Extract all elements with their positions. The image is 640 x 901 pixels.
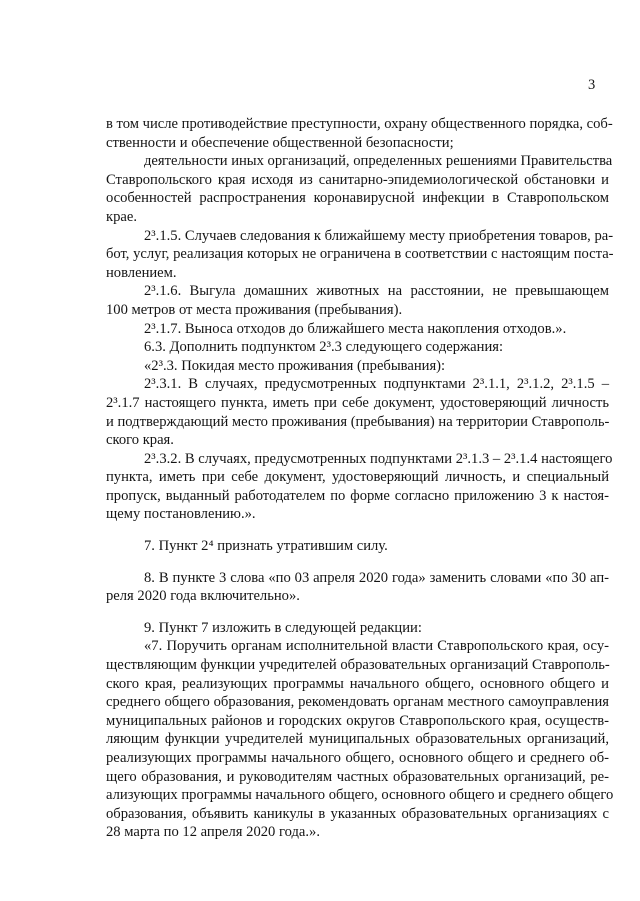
text-line: крае.	[106, 208, 137, 225]
paragraph-spacer	[106, 556, 609, 569]
text-line: 7. Пункт 2⁴ признать утратившим силу.	[144, 538, 388, 555]
text-line: среднего общего образования, рекомендовать органам местного самоуправления	[106, 694, 609, 711]
text-line: 2³.1.6. Выгула домашних животных на расстоянии, не превышающем	[144, 283, 609, 300]
paragraph	[106, 115, 613, 152]
text-line: 6.3. Дополнить подпунктом 2³.3 следующего содержания:	[144, 339, 504, 356]
text-line: реализующих программы начального общего, основного общего и среднего об-	[106, 750, 609, 766]
text-line: щего образования, и руководителям частных образовательных организаций, ре-	[106, 768, 609, 785]
text-line: 2³.1.7. Выноса отходов до ближайшего места накопления отходов.».	[144, 320, 567, 337]
text-line: ляющим функции учредителей муниципальных образовательных организаций,	[106, 731, 609, 748]
text-line: новлением.	[106, 264, 177, 281]
text-line: особенностей распространения коронавирусной инфекции в Ставропольском	[106, 190, 609, 207]
text-line: муниципальных районов и городских округов Ставропольского края, осуществ-	[106, 712, 609, 729]
paragraph	[106, 357, 609, 376]
text-line: ского края.	[106, 432, 174, 449]
text-line: и подтверждающий место проживания (пребывания) на территории Ставрополь-	[106, 413, 610, 430]
paragraph	[106, 619, 609, 638]
paragraph	[106, 569, 609, 619]
text-line: ществляющим функции учредителей образовательных организаций Ставрополь-	[106, 657, 610, 674]
paragraph	[106, 637, 614, 842]
text-line: ализующих программы начального общего, основного общего и среднего общего	[106, 787, 614, 804]
text-line: ского края, реализующих программы начального общего, основного общего и	[106, 675, 609, 692]
text-line: реля 2020 года включительно».	[106, 588, 300, 605]
text-line: образования, объявить каникулы в указанных образовательных организациях с	[106, 805, 609, 822]
document-body	[106, 115, 614, 842]
paragraph	[106, 227, 614, 283]
text-line: «2³.3. Покидая место проживания (пребывания):	[144, 357, 446, 374]
paragraph	[106, 282, 609, 319]
text-line: пропуск, выданный работодателем по форме согласно приложению 3 к настоя-	[106, 487, 609, 504]
text-line: пункта, иметь при себе документ, удостоверяющий личность, и специальный	[106, 469, 609, 486]
paragraph	[106, 338, 609, 357]
text-line: деятельности иных организаций, определенных решениями Правительства	[144, 153, 613, 170]
text-line: 2³.1.5. Случаев следования к ближайшему месту приобретения товаров, ра-	[144, 227, 614, 244]
text-line: 2³.3.1. В случаях, предусмотренных подпунктами 2³.1.1, 2³.1.2, 2³.1.5 –	[144, 376, 609, 393]
text-line: бот, услуг, реализация которых не ограничена в соответствии с настоящим поста-	[106, 246, 614, 263]
text-line: 9. Пункт 7 изложить в следующей редакции:	[144, 619, 422, 636]
paragraph-spacer	[106, 524, 609, 537]
paragraph	[106, 537, 609, 569]
paragraph	[106, 320, 609, 339]
text-line: «7. Поручить органам исполнительной власти Ставропольского края, осу-	[144, 638, 609, 655]
text-line: 28 марта по 12 апреля 2020 года.».	[106, 824, 320, 841]
text-line: Ставропольского края исходя из санитарно-эпидемиологической обстановки и	[106, 171, 609, 188]
text-line: 2³.3.2. В случаях, предусмотренных подпунктами 2³.1.3 – 2³.1.4 настоящего	[144, 450, 613, 467]
paragraph-spacer	[106, 606, 609, 619]
text-line: ственности и обеспечение общественной безопасности;	[106, 134, 454, 151]
paragraph	[106, 450, 613, 537]
text-line: 8. В пункте 3 слова «по 03 апреля 2020 года» заменить словами «по 30 ап-	[144, 569, 609, 586]
paragraph	[106, 152, 613, 226]
page-number: 3	[588, 77, 596, 93]
text-line: в том числе противодействие преступности, охрану общественного порядка, соб-	[106, 116, 613, 132]
paragraph	[106, 375, 609, 449]
text-line: 2³.1.7 настоящего пункта, иметь при себе документ, удостоверяющий личность	[106, 394, 609, 411]
text-line: щему постановлению.».	[106, 506, 256, 523]
text-line: 100 метров от места проживания (пребывания).	[106, 301, 403, 318]
